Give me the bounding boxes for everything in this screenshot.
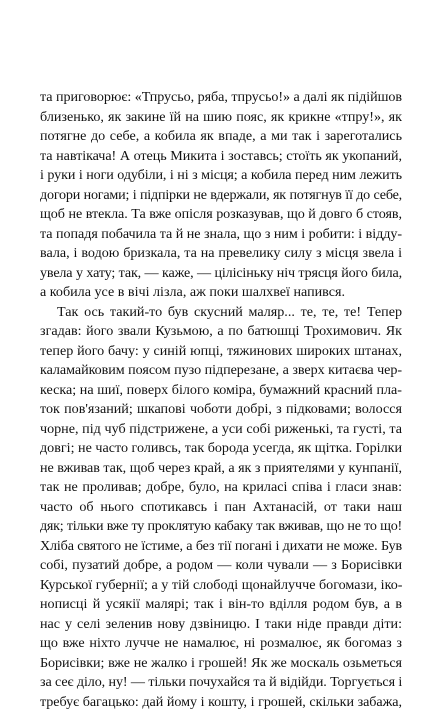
- text-line: та приговорює: «Тпрусьо, ряба, тпрусьо!» а далі як підійшов: [40, 89, 402, 105]
- text-line: кеска; на шиї, поверх білого коміра, бумажний красний пла-: [40, 381, 402, 398]
- text-line: Курської губернії; а у тій слободі щонайлучче богомази, іко-: [40, 576, 402, 593]
- text-line: потягне до себе, а кобила як впаде, а ми так і зареготались: [40, 128, 402, 145]
- text-line: довгі; не часто голивсь, так борода усегда, як щітка. Горілки: [40, 440, 402, 457]
- text-line: нописці й усякії малярі; так і він-то вділля родом був, а в: [40, 596, 402, 613]
- text-line: часто об нього спотикавсь і пан Ахтанасій, от таки наш: [40, 498, 402, 515]
- text-line: не вживав так, щоб через край, а як з приятелями у кунпанії,: [40, 459, 402, 476]
- text-line: Борисівки; вже не жалко і грошей! Як же москаль озьметься: [40, 654, 402, 671]
- text-line: так не проливав; добре, було, на криласі співа і гласи знав:: [40, 479, 402, 496]
- text-line: і руки і ноги одубіли, і ні з місця; а кобила перед ним лежить: [40, 167, 402, 184]
- text-line: чорне, під чуб підстрижене, а уси собі риженькі, та густі, та: [40, 420, 402, 437]
- text-line: требує багацько: дай йому і кошту, і грошей, скільки забажа,: [40, 693, 402, 710]
- text-line: що вже ніхто лучче не намалює, ні розмалює, як богомаз з: [40, 635, 402, 652]
- text-line: вала, і водою бризкала, та на превелику силу з місця звела і: [40, 245, 402, 262]
- text-line: тепер його бачу: у синій юпці, тяжинових широких штанах,: [40, 342, 402, 359]
- text-line: та попадя побачила та й не знала, що з ним і робити: і відду-: [40, 225, 402, 242]
- paragraph-last-line: а кобила усе в вічі лізла, аж поки шалхвеї напився.: [40, 284, 345, 301]
- text-line: та навтікача! А отець Микита і зоставсь; стоїть як укопаний,: [40, 147, 402, 164]
- text-line: каламайковим поясом пузо підперезане, а зверх китаєва чер-: [40, 362, 402, 379]
- paragraph-first-line: Так ось такий-то був скусний маляр... те, те, те! Тепер: [57, 303, 402, 320]
- text-line: щоб не втекла. Та вже опісля розказував, що й довго б стояв,: [40, 206, 402, 223]
- text-line: нас у селі зеленив нову дзвіницю. І таки ніде правди діти:: [40, 615, 402, 632]
- text-line: собі, пузатий добре, а родом — коли чували — з Борисівки: [40, 557, 402, 574]
- text-line: Хліба святого не їстиме, а без тії погані і дихати не може. Був: [40, 537, 402, 554]
- text-line: згадав: його звали Кузьмою, а по батюшці Трохимович. Як: [40, 323, 402, 340]
- body-text: [40, 88, 402, 713]
- text-line: догори ногами; і підпірки не вдержали, як потягнув її до себе,: [40, 186, 402, 203]
- text-line: близенько, як закине їй на шию пояс, як крикне «тпру!», як: [40, 108, 402, 125]
- text-line: дяк; тільки вже ту проклятую кабаку так вживав, що не то що!: [40, 518, 402, 535]
- text-line: за сеє діло, ну! — тільки почухайся та й відійди. Торгується і: [40, 674, 402, 691]
- text-line: ток пов'язаний; шкапові чоботи добрі, з підковами; волосся: [40, 401, 402, 418]
- text-line: увела у хату; так, — каже, — цілісіньку ніч трясця його била,: [40, 264, 402, 281]
